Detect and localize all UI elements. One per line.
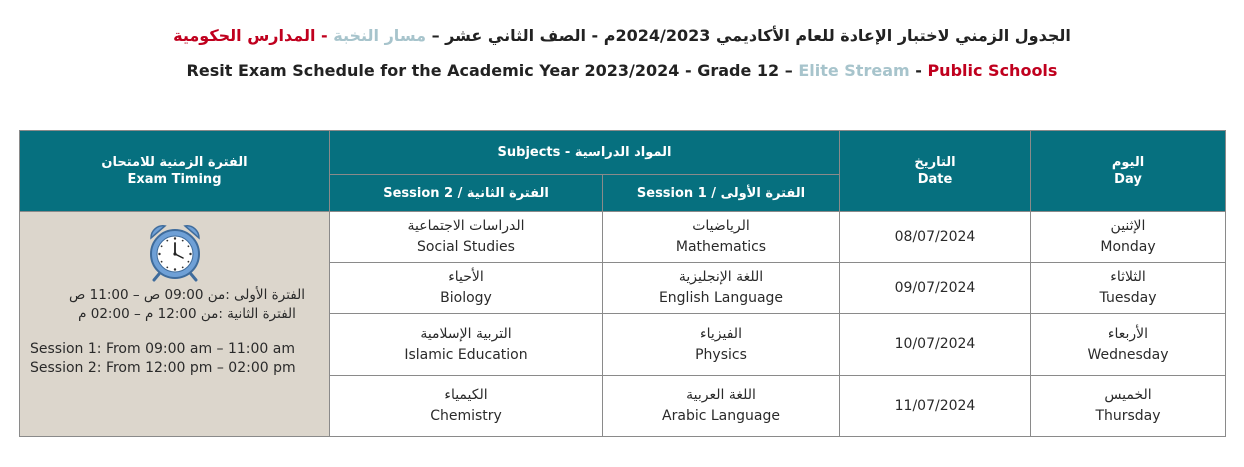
title-english-main: Resit Exam Schedule for the Academic Year 2023/2024 - Grade 12 – (186, 61, 799, 80)
header-day (1031, 131, 1226, 212)
exam-day: الأربعاء Wednesday (1031, 314, 1226, 376)
exam-date: 08/07/2024 (840, 212, 1031, 263)
title-english-elite: Elite Stream (798, 61, 910, 80)
session-1-subject: الرياضيات Mathematics (603, 212, 840, 263)
timing-ar-session-2: الفترة الثانية :من 12:00 م – 02:00 م (78, 306, 296, 322)
exam-date: 11/07/2024 (840, 376, 1031, 437)
table-row (20, 212, 1226, 263)
timing-en-session-1: Session 1: From 09:00 am – 11:00 am (30, 341, 296, 357)
header-subjects: Subjects - المواد الدراسية (330, 131, 840, 175)
session-2-subject: الكيمياء Chemistry (330, 376, 603, 437)
title-arabic-public: المدارس الحكومية (173, 26, 316, 45)
exam-day: الثلاثاء Tuesday (1031, 263, 1226, 314)
title-arabic (0, 26, 1244, 45)
session-1-subject: اللغة العربية Arabic Language (603, 376, 840, 437)
exam-schedule-table (19, 130, 1226, 437)
exam-day: الإثنين Monday (1031, 212, 1226, 263)
title-arabic-main: الجدول الزمني لاختبار الإعادة للعام الأكاديمي 2024/2023م - الصف الثاني عشر – (426, 26, 1071, 45)
title-english-public: Public Schools (927, 61, 1058, 80)
header-exam-timing (20, 131, 330, 212)
timing-en-session-2: Session 2: From 12:00 pm – 02:00 pm (30, 360, 296, 376)
title-arabic-sep: - (315, 26, 334, 45)
header-session-2: Session 2 / الفترة الثانية (330, 175, 603, 212)
header-session-1: Session 1 / الفترة الأولى (603, 175, 840, 212)
timing-arabic (20, 286, 329, 324)
title-arabic-elite: مسار النخبة (333, 26, 426, 45)
session-2-subject: الأحياء Biology (330, 263, 603, 314)
exam-day: الخميس Thursday (1031, 376, 1226, 437)
header-date-en: Date (917, 172, 953, 187)
header-date-ar: التاريخ (914, 155, 956, 170)
exam-date: 09/07/2024 (840, 263, 1031, 314)
exam-date: 10/07/2024 (840, 314, 1031, 376)
header-date (840, 131, 1031, 212)
session-1-subject: الفيزياء Physics (603, 314, 840, 376)
header-timing-en: Exam Timing (127, 172, 222, 187)
title-english (0, 61, 1244, 80)
session-2-subject: التربية الإسلامية Islamic Education (330, 314, 603, 376)
session-1-subject: اللغة الإنجليزية English Language (603, 263, 840, 314)
timing-ar-session-1: الفترة الأولى :من 09:00 ص – 11:00 ص (69, 287, 305, 303)
alarm-clock-icon (145, 220, 205, 282)
header-timing-ar: الفترة الزمنية للامتحان (101, 155, 248, 170)
session-2-subject: الدراسات الاجتماعية Social Studies (330, 212, 603, 263)
title-english-sep: - (909, 61, 928, 80)
header-day-ar: اليوم (1111, 155, 1145, 170)
header-day-en: Day (1114, 172, 1142, 187)
exam-timing-cell (20, 212, 330, 437)
timing-english (20, 340, 329, 378)
